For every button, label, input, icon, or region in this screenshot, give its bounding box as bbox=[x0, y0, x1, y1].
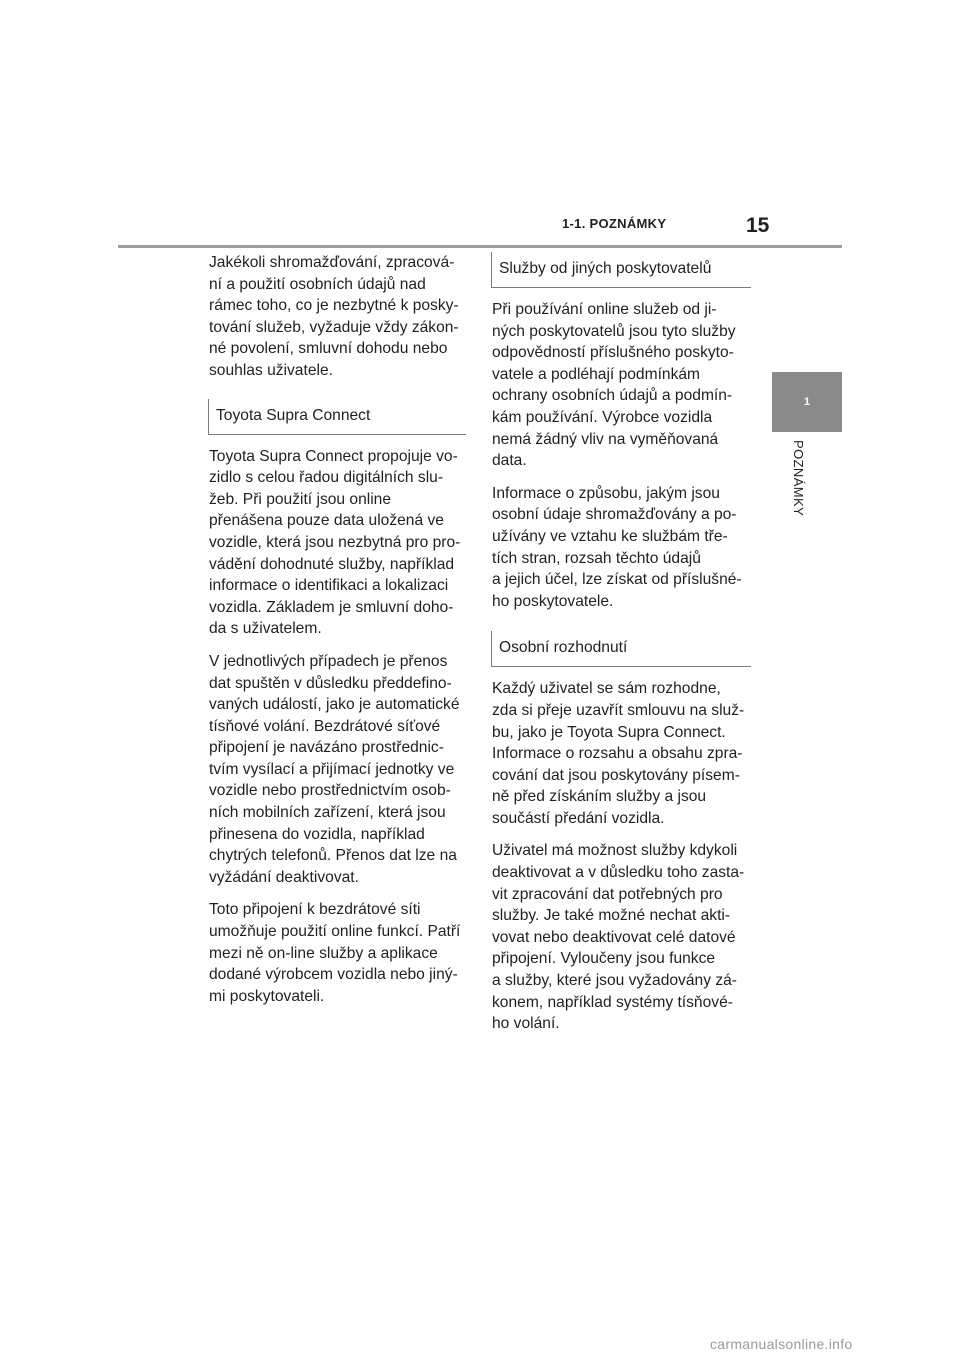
heading-toyota-supra-connect: Toyota Supra Connect bbox=[208, 399, 466, 435]
heading-third-party-services: Služby od jiných poskytovatelů bbox=[491, 252, 751, 288]
paragraph: Uživatel má možnost služby kdykoli deaktivovat a v důsledku toho zasta- vit zpracování dat potřebných pro služby. Je také možné nechat akti- vovat nebo deaktivovat celé datové připojení. Vyloučeny jsou funkce a služby, které jsou vyžadovány zá- konem, například systémy tísňové- ho volání. bbox=[492, 842, 745, 1033]
paragraph: Toto připojení k bezdrátové síti umožňuje použití online funkcí. Patří mezi ně on-line služby a aplikace dodané výrobcem vozidla nebo jiný- mi poskytovateli. bbox=[209, 901, 461, 1005]
paragraph: V jednotlivých případech je přenos dat spuštěn v důsledku předdefino- vaných událostí, jako je automatické tísňové volání. Bezdrátové síťové připojení je navázáno prostřednic- tvím vysílací a přijímací jednotky ve vozidle nebo prostřednictvím osob- ních mobilních zařízení, která jsou přinesena do vozidla, například chytrých telefonů. Přenos dat lze na vyžádání deaktivovat. bbox=[209, 652, 460, 886]
page-number: 15 bbox=[746, 214, 770, 237]
section-label: 1-1. POZNÁMKY bbox=[562, 216, 667, 231]
left-column bbox=[209, 252, 471, 1018]
right-column bbox=[492, 252, 754, 1046]
chapter-title-vertical: POZNÁMKY bbox=[791, 440, 806, 517]
paragraph: Každý uživatel se sám rozhodne, zda si přeje uzavřít smlouvu na služ- bu, jako je Toyota Supra Connect. Informace o rozsahu a obsahu zpra- cování dat jsou poskytovány písem- ně před získáním služby a jsou součástí předání vozidla. bbox=[492, 680, 745, 827]
intro-paragraph: Jakékoli shromažďování, zpracová- ní a použití osobních údajů nad rámec toho, co je nezbytné k posky- tování služeb, vyžaduje vždy zákon- né povolení, smluvní dohodu nebo souhlas uživatele. bbox=[209, 254, 459, 379]
paragraph: Informace o způsobu, jakým jsou osobní údaje shromažďovány a po- užívány ve vztahu ke službám tře- tích stran, rozsah těchto údajů a jejich účel, lze získat od příslušné- ho poskytovatele. bbox=[492, 484, 742, 610]
paragraph: Při používání online služeb od ji- ných poskytovatelů jsou tyto služby odpovědností příslušného poskyto- vatele a podléhají podmínkám ochrany osobních údajů a podmín- kám používání. Výrobce vozidla nemá žádný vliv na vyměňovaná data. bbox=[492, 301, 736, 470]
heading-personal-decision: Osobní rozhodnutí bbox=[491, 631, 751, 667]
paragraph: Toyota Supra Connect propojuje vo- zidlo s celou řadou digitálních slu- žeb. Při použití jsou online přenášena pouze data uložená ve vozidle, která jsou nezbytná pro pro- vádění dohodnuté služby, například informace o identifikaci a lokalizaci vozidla. Základem je smluvní doho- da s uživatelem. bbox=[209, 447, 461, 638]
chapter-tab[interactable]: 1 bbox=[772, 372, 842, 432]
watermark: carmanualsonline.info bbox=[710, 1336, 853, 1352]
header-divider bbox=[118, 245, 842, 248]
